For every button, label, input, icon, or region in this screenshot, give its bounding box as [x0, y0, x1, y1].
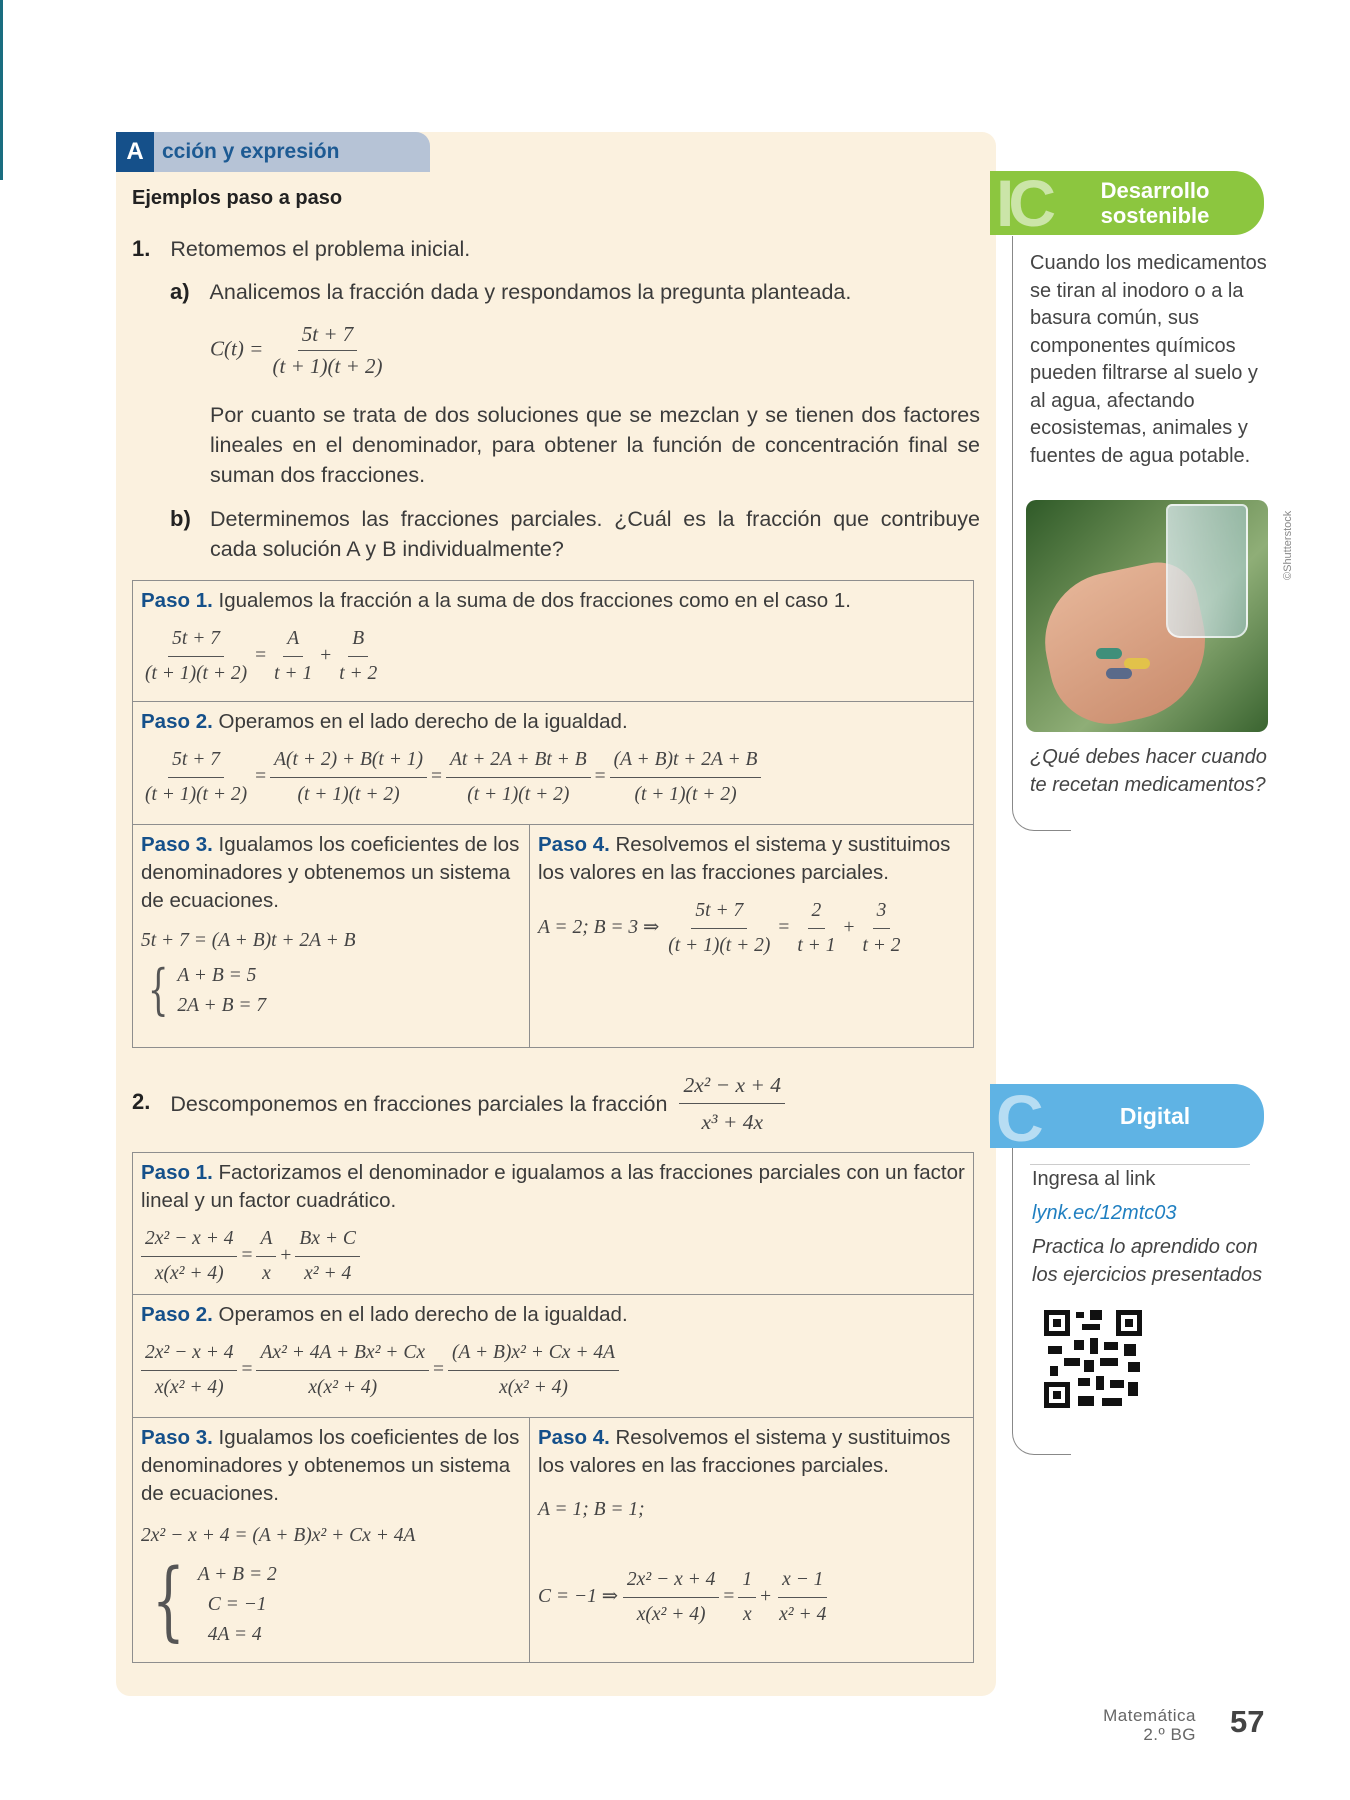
- item-a-text: Analicemos la fracción dada y respondamos la pregunta planteada.: [209, 280, 852, 304]
- ex2-step3-equation: 2x² − x + 4 = (A + B)x² + Cx + 4A: [141, 1525, 416, 1546]
- example-2-number: 2.: [132, 1089, 151, 1115]
- fraction-numerator: 5t + 7: [168, 746, 224, 778]
- footer-subject-name: Matemática: [1103, 1706, 1196, 1725]
- section-title: cción y expresión: [162, 140, 340, 163]
- fraction-denominator: (t + 1)(t + 2): [634, 784, 737, 805]
- item-a-line: [170, 277, 851, 307]
- ex2-equation-system: { A + B = 2 C = −1 4A = 4: [151, 1551, 277, 1651]
- example-2-steps-table: [132, 1152, 974, 1663]
- digital-note: Practica lo aprendido con los ejercicios presentados: [1032, 1236, 1263, 1286]
- footer-grade: 2.º BG: [1143, 1725, 1196, 1744]
- item-b-label: b): [170, 506, 191, 531]
- ex1-step3-equation: 5t + 7 = (A + B)t + 2A + B: [141, 930, 356, 951]
- digital-frame-line: [1012, 1148, 1071, 1455]
- ex1-step1-text: Igualemos la fracción a la suma de dos fracciones como en el caso 1.: [218, 589, 851, 612]
- ex1-step2-row: [133, 702, 974, 825]
- page-edge-bar: [0, 0, 3, 180]
- sostenible-body: Cuando los medicamentos se tiran al inodoro o a la basura común, sus componentes químicos pueden filtrarse al suelo y al agua, afectando ecosistemas, animales y fuentes de agua potable.: [1030, 252, 1267, 467]
- ex2-step3-label: Paso 3.: [141, 1426, 213, 1449]
- fraction-denominator: t + 1: [274, 663, 313, 684]
- footer-subject: [1103, 1706, 1196, 1744]
- formula-denominator: (t + 1)(t + 2): [272, 354, 383, 378]
- fraction-numerator: 2x² − x + 4: [141, 1339, 237, 1371]
- fraction-denominator: t + 2: [339, 663, 378, 684]
- ex2-step2-label: Paso 2.: [141, 1303, 213, 1326]
- ex2-step4-values: A = 1; B = 1;: [538, 1499, 645, 1520]
- example-2-fraction: [679, 1070, 785, 1137]
- ex2-step1-label: Paso 1.: [141, 1161, 213, 1184]
- digital-intro: Ingresa al link: [1032, 1168, 1156, 1190]
- example-2-line: [132, 1070, 785, 1137]
- ex2-step3-cell: [133, 1418, 530, 1663]
- system-equation: C = −1: [207, 1594, 267, 1615]
- fraction-denominator: (t + 1)(t + 2): [467, 784, 570, 805]
- formula-lhs: C(t) =: [210, 336, 264, 361]
- fraction-numerator: x − 1: [778, 1566, 827, 1598]
- ex1-step3-text: Igualamos los coeficientes de los denominadores y obtenemos un sistema de ecuaciones.: [141, 833, 520, 912]
- digital-link[interactable]: lynk.ec/12mtc03: [1032, 1202, 1177, 1224]
- water-glass-shape: [1166, 504, 1248, 638]
- fraction-denominator: (t + 1)(t + 2): [145, 784, 248, 805]
- ex1-step2-text: Operamos en el lado derecho de la igualdad.: [218, 710, 628, 733]
- fraction-numerator: 2x² − x + 4: [679, 1070, 785, 1104]
- ex1-step2-cell: [133, 702, 974, 825]
- ex1-step34-row: [133, 825, 974, 1048]
- qr-code-icon[interactable]: [1044, 1310, 1142, 1408]
- fraction-numerator: B: [348, 625, 368, 657]
- fraction-denominator: x(x² + 4): [154, 1377, 224, 1398]
- fraction-denominator: t + 1: [797, 935, 836, 956]
- fraction-numerator: A: [283, 625, 303, 657]
- fraction-numerator: 2: [808, 897, 826, 929]
- ex1-step1-cell: [133, 581, 974, 702]
- ex1-step3-label: Paso 3.: [141, 833, 213, 856]
- ex2-step1-equation: $\frac{\text{2x² − x + 4}}{\text{x(x² + 4)}}$ = $\frac{A}{x}$ + $\frac{Bx + C}{\text{x² + 4}}$: [141, 1225, 965, 1288]
- ex2-step2-cell: [133, 1295, 974, 1418]
- item-b-text: Determinemos las fracciones parciales. ¿Cuál es la fracción que contribuye cada solución A y B individualmente?: [210, 507, 980, 561]
- ex2-step4-label: Paso 4.: [538, 1426, 610, 1449]
- ex2-step2-equation: $\frac{\text{2x² − x + 4}}{\text{x(x² + 4)}}$ = $\frac{\text{Ax² + 4A + Bx² + Cx}}{\text{x(x² + 4)}}$ = $\frac{\text{(A + B)x² + Cx + 4A}}{\text{x(x² + 4)}}$: [141, 1339, 965, 1402]
- concentration-formula: [210, 322, 386, 379]
- ex1-equation-system: { A + B = 5 2A + B = 7: [147, 958, 267, 1021]
- example-2-text: Descomponemos en fracciones parciales la fracción: [170, 1091, 668, 1116]
- fraction-numerator: 3: [873, 897, 891, 929]
- fraction-numerator: A(t + 2) + B(t + 1): [270, 746, 427, 778]
- digital-divider: [1030, 1164, 1250, 1165]
- ex1-step1-row: [133, 581, 974, 702]
- ex2-step1-cell: [133, 1153, 974, 1295]
- step4-values: A = 2; B = 3 ⇒: [538, 916, 660, 938]
- pill-shape: [1096, 648, 1122, 659]
- step4-values: C = −1 ⇒: [538, 1585, 619, 1607]
- example-1-steps-table: [132, 580, 974, 1048]
- ex2-step1-row: [133, 1153, 974, 1295]
- digital-title: Digital: [1119, 1103, 1191, 1129]
- explanation-paragraph: Por cuanto se trata de dos soluciones que se mezclan y se tienen dos factores lineales en el denominador, para obtener la función de concentración final se suman dos fracciones.: [210, 403, 980, 487]
- ex1-step2-equation: $\frac{5t + 7}{(t + 1)(t + 2)}$ = $\frac{A(t + 2) + B(t + 1)}{(t + 1)(t + 2)}$ = $\frac{At + 2A + Bt + B}{(t + 1)(t + 2)}$ = $\frac{(A + B)t + 2A + B}{(t + 1)(t + 2)}$: [141, 746, 965, 809]
- page-number: 57: [1230, 1704, 1265, 1739]
- fraction-denominator: x(x² + 4): [636, 1604, 706, 1625]
- fraction-denominator: (t + 1)(t + 2): [145, 663, 248, 684]
- fraction-numerator: (A + B)x² + Cx + 4A: [448, 1339, 619, 1371]
- ex2-step1-text: Factorizamos el denominador e igualamos a las fracciones parciales con un factor lineal y un factor cuadrático.: [141, 1161, 965, 1212]
- fraction-denominator: x(x² + 4): [308, 1377, 378, 1398]
- system-equation: 2A + B = 7: [177, 995, 267, 1016]
- item-a-label: a): [170, 279, 190, 304]
- sostenible-title-line1: Desarrollo: [1100, 178, 1210, 203]
- fraction-denominator: x: [262, 1263, 271, 1284]
- ex2-step4-text: Resolvemos el sistema y sustituimos los valores en las fracciones parciales.: [538, 1426, 951, 1477]
- fraction-numerator: Bx + C: [295, 1225, 359, 1257]
- fraction-denominator: x(x² + 4): [154, 1263, 224, 1284]
- digital-ghost-icon: C: [996, 1081, 1038, 1155]
- medication-photo: [1026, 500, 1268, 732]
- fraction-numerator: 5t + 7: [691, 897, 747, 929]
- fraction-numerator: 5t + 7: [168, 625, 224, 657]
- ex1-step4-equation: A = 2; B = 3 ⇒ $\frac{5t + 7}{(t + 1)(t + 2)}$ = $\frac{2}{t + 1}$ + $\frac{3}{t + 2}$: [538, 897, 965, 960]
- fraction-denominator: x(x² + 4): [499, 1377, 568, 1398]
- ex1-step4-text: Resolvemos el sistema y sustituimos los valores en las fracciones parciales.: [538, 833, 951, 884]
- fraction-numerator: (A + B)t + 2A + B: [610, 746, 762, 778]
- pill-shape: [1106, 668, 1132, 679]
- section-letter: A: [116, 132, 154, 172]
- fraction-numerator: Ax² + 4A + Bx² + Cx: [256, 1339, 429, 1371]
- ex2-step2-text: Operamos en el lado derecho de la igualdad.: [218, 1303, 628, 1326]
- ex2-step2-row: [133, 1295, 974, 1418]
- fraction-numerator: 2x² − x + 4: [141, 1225, 237, 1257]
- fraction-numerator: 2x² − x + 4: [623, 1566, 719, 1598]
- examples-heading: Ejemplos paso a paso: [132, 187, 343, 209]
- fraction-numerator: 1: [738, 1566, 756, 1598]
- ex1-step1-label: Paso 1.: [141, 589, 213, 612]
- fraction-denominator: x² + 4: [304, 1263, 352, 1284]
- formula-fraction: [269, 322, 387, 379]
- sostenible-question: ¿Qué debes hacer cuando te recetan medicamentos?: [1030, 746, 1267, 796]
- fraction-denominator: x³ + 4x: [701, 1110, 763, 1134]
- ex1-step4-cell: [530, 825, 974, 1048]
- system-equation: A + B = 2: [197, 1564, 277, 1585]
- sostenible-title-line2: sostenible: [1100, 203, 1210, 228]
- fraction-denominator: x² + 4: [779, 1604, 827, 1625]
- example-1-line: [132, 234, 470, 264]
- ex2-step3-text: Igualamos los coeficientes de los denominadores y obtenemos un sistema de ecuaciones.: [141, 1426, 520, 1505]
- fraction-denominator: (t + 1)(t + 2): [297, 784, 400, 805]
- ex2-step34-row: [133, 1418, 974, 1663]
- example-1-number: 1.: [132, 236, 151, 261]
- fraction-numerator: At + 2A + Bt + B: [446, 746, 591, 778]
- ex1-step1-equation: $\frac{5t + 7}{(t + 1)(t + 2)}$ = $\frac{A}{t + 1}$ + $\frac{B}{t + 2}$: [141, 625, 965, 688]
- fraction-denominator: (t + 1)(t + 2): [668, 935, 771, 956]
- system-equation: A + B = 5: [177, 965, 257, 986]
- fraction-denominator: t + 2: [862, 935, 901, 956]
- item-b-line: [170, 504, 980, 564]
- ex2-step4-cell: [530, 1418, 974, 1663]
- example-1-text: Retomemos el problema inicial.: [170, 237, 471, 261]
- formula-numerator: 5t + 7: [298, 322, 358, 351]
- sostenible-title: [1080, 178, 1230, 228]
- ex1-step4-label: Paso 4.: [538, 833, 610, 856]
- ex1-step2-label: Paso 2.: [141, 710, 213, 733]
- ex1-step3-cell: [133, 825, 530, 1048]
- sostenible-ghost-icon: IC: [996, 166, 1050, 240]
- photo-credit: ©Shutterstock: [1282, 510, 1294, 580]
- system-equation: 4A = 4: [207, 1624, 262, 1645]
- fraction-numerator: A: [256, 1225, 276, 1257]
- ex2-step4-equation: C = −1 ⇒ $\frac{\text{2x² − x + 4}}{\text{x(x² + 4)}}$ = $\frac{1}{x}$ + $\frac{x - 1}{\text{x² + 4}}$: [538, 1566, 965, 1629]
- fraction-denominator: x: [742, 1604, 752, 1625]
